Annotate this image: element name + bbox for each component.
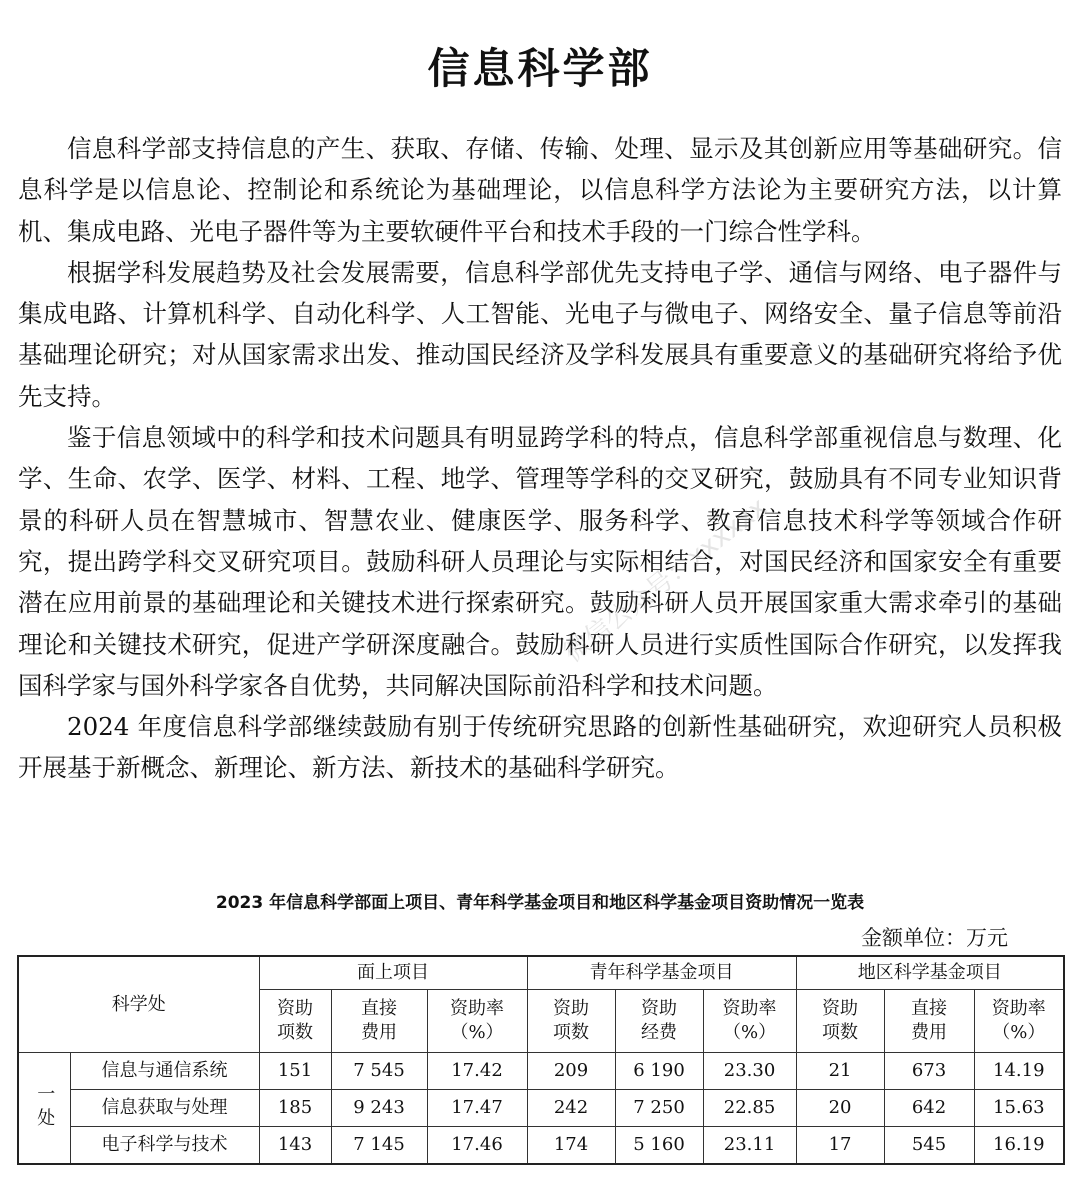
row-label: 信息与通信系统 — [70, 1053, 259, 1090]
table-cell: 642 — [884, 1090, 974, 1127]
table-body — [18, 1053, 1064, 1165]
division-label: 一处 — [18, 1053, 70, 1165]
column-header-line: 资助 — [822, 998, 859, 1019]
table-cell: 143 — [259, 1127, 331, 1165]
column-header-line: 资助率 — [450, 998, 504, 1019]
table-cell: 174 — [527, 1127, 615, 1165]
table-cell: 545 — [884, 1127, 974, 1165]
column-header — [974, 990, 1064, 1053]
table-cell: 15.63 — [974, 1090, 1064, 1127]
table-cell: 7 145 — [331, 1127, 427, 1165]
column-header — [615, 990, 703, 1053]
page-title: 信息科学部 — [427, 44, 653, 93]
table-cell: 21 — [796, 1053, 884, 1090]
column-header-line: （%） — [450, 1022, 504, 1043]
funding-table — [17, 955, 1065, 1165]
table-header-row — [18, 956, 1064, 990]
table-caption: 2023 年信息科学部面上项目、青年科学基金项目和地区科学基金项目资助情况一览表 — [215, 893, 865, 913]
column-header — [331, 990, 427, 1053]
column-header-line: 项数 — [553, 1022, 590, 1043]
body-text — [18, 128, 1062, 789]
column-header-line: 项数 — [822, 1022, 859, 1043]
paragraph-4: 2024 年度信息科学部继续鼓励有别于传统研究思路的创新性基础研究，欢迎研究人员积极开展基于新概念、新理论、新方法、新技术的基础科学研究。 — [18, 712, 1062, 783]
table-cell: 151 — [259, 1053, 331, 1090]
table-cell: 16.19 — [974, 1127, 1064, 1165]
column-header-line: 直接 — [361, 998, 397, 1019]
table-row — [18, 1090, 1064, 1127]
group-header: 地区科学基金项目 — [796, 956, 1064, 990]
column-header-line: 资助率 — [722, 998, 777, 1019]
column-header-line: 资助率 — [991, 998, 1046, 1019]
table-cell: 6 190 — [615, 1053, 703, 1090]
column-header — [527, 990, 615, 1053]
column-header-line: （%） — [722, 1022, 777, 1043]
column-header — [884, 990, 974, 1053]
column-header-line: 费用 — [911, 1022, 948, 1043]
paragraph-1: 信息科学部支持信息的产生、获取、存储、传输、处理、显示及其创新应用等基础研究。信息科学是以信息论、控制论和系统论为基础理论，以信息科学方法论为主要研究方法，以计算机、集成电路、光电子器件等为主要软硬件平台和技术手段的一门综合性学科。 — [18, 134, 1062, 246]
paragraph-2: 根据学科发展趋势及社会发展需要，信息科学部优先支持电子学、通信与网络、电子器件与集成电路、计算机科学、自动化科学、人工智能、光电子与微电子、网络安全、量子信息等前沿基础理论研究；对从国家需求出发、推动国民经济及学科发展具有重要意义的基础研究将给予优先支持。 — [18, 257, 1062, 411]
column-header — [259, 990, 331, 1053]
table-cell: 20 — [796, 1090, 884, 1127]
table-cell: 23.30 — [703, 1053, 796, 1090]
table-corner-header: 科学处 — [18, 956, 259, 1053]
column-header-line: 费用 — [361, 1022, 397, 1043]
table-cell: 673 — [884, 1053, 974, 1090]
row-label: 信息获取与处理 — [70, 1090, 259, 1127]
column-header — [796, 990, 884, 1053]
column-header — [427, 990, 527, 1053]
table-cell: 17.42 — [427, 1053, 527, 1090]
table-cell: 17 — [796, 1127, 884, 1165]
table-cell: 23.11 — [703, 1127, 796, 1165]
column-header-line: 资助 — [553, 998, 590, 1019]
column-header-line: （%） — [992, 1022, 1046, 1043]
paragraph-3: 鉴于信息领域中的科学和技术问题具有明显跨学科的特点，信息科学部重视信息与数理、化学、生命、农学、医学、材料、工程、地学、管理等学科的交叉研究，鼓励具有不同专业知识背景的科研人员在智慧城市、智慧农业、健康医学、服务科学、教育信息技术科学等领域合作研究，提出跨学科交叉研究项目。鼓励科研人员理论与实际相结合，对国民经济和国家安全有重要潜在应用前景的基础理论和关键技术进行探索研究。鼓励科研人员开展国家重大需求牵引的基础理论和关键技术研究，促进产学研深度融合。鼓励科研人员进行实质性国际合作研究，以发挥我国科学家与国外科学家各自优势，共同解决国际前沿科学和技术问题。 — [18, 423, 1062, 700]
table-cell: 17.47 — [427, 1090, 527, 1127]
column-header-line: 直接 — [911, 998, 948, 1019]
column-header-line: 资助 — [641, 998, 678, 1019]
table-cell: 22.85 — [703, 1090, 796, 1127]
table-cell: 14.19 — [974, 1053, 1064, 1090]
table-cell: 242 — [527, 1090, 615, 1127]
table-cell: 185 — [259, 1090, 331, 1127]
group-header: 面上项目 — [259, 956, 527, 990]
row-label: 电子科学与技术 — [70, 1127, 259, 1165]
column-header-line: 资助 — [277, 998, 313, 1019]
column-header — [703, 990, 796, 1053]
table-row — [18, 1053, 1064, 1090]
column-header-line: 经费 — [641, 1022, 678, 1043]
table-cell: 17.46 — [427, 1127, 527, 1165]
table-cell: 7 545 — [331, 1053, 427, 1090]
table-cell: 5 160 — [615, 1127, 703, 1165]
watermark: 微信公众号：xxxxxx — [558, 492, 773, 669]
table-row — [18, 1127, 1064, 1165]
group-header: 青年科学基金项目 — [527, 956, 796, 990]
table-cell: 9 243 — [331, 1090, 427, 1127]
table-cell: 7 250 — [615, 1090, 703, 1127]
column-header-line: 项数 — [277, 1022, 313, 1043]
table-cell: 209 — [527, 1053, 615, 1090]
table-unit: 金额单位：万元 — [861, 926, 1008, 950]
